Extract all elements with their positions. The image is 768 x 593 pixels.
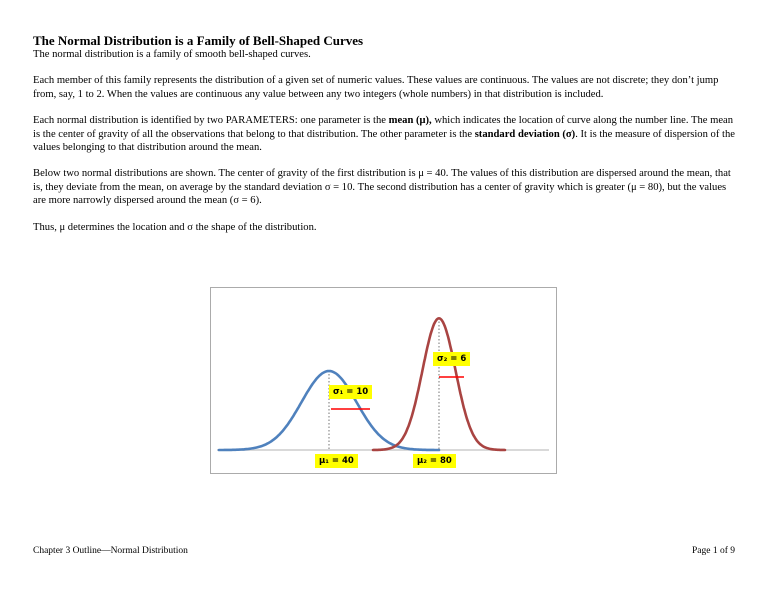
sigma-label-distribution-2: σ₂ = 6 xyxy=(433,352,470,366)
mean-term-bold: mean (μ), xyxy=(388,115,432,127)
distribution-figure xyxy=(210,287,557,474)
sigma-label-distribution-1: σ₁ = 10 xyxy=(329,385,372,399)
mu-label-distribution-2: μ₂ = 80 xyxy=(413,454,456,468)
paragraph-parameters-part3: . It is the measure of dispersion of the values belonging to that distribution around the mean. xyxy=(33,128,735,154)
paragraph-parameters-part2: which indicates the location of curve along the number line. The mean is the center of gravity of all the observations that belong to that distribution. The other parameter is the xyxy=(33,115,734,140)
footer-page-number: Page 1 of 9 xyxy=(691,546,735,556)
paragraph-example: Below two normal distributions are shown. The center of gravity of the first distribution is μ = 40. The values of this distribution are dispersed around the mean, that is, they deviate from the mean, on average by the standard deviation σ = 10. The second distribution has a center of gravity which is greater (μ = 80), but the values are more narrowly dispersed around the mean (σ = 6). xyxy=(33,168,731,207)
standard-deviation-term-bold: standard deviation (σ) xyxy=(474,128,576,140)
mu-label-distribution-1: μ₁ = 40 xyxy=(315,454,358,468)
footer-chapter-label: Chapter 3 Outline—Normal Distribution xyxy=(33,546,188,556)
subtitle: The normal distribution is a family of smooth bell-shaped curves. xyxy=(33,49,311,60)
distribution-chart-svg xyxy=(211,288,555,472)
paragraph-parameters xyxy=(33,114,737,154)
paragraph-conclusion: Thus, μ determines the location and σ the shape of the distribution. xyxy=(33,221,317,233)
paragraph-parameters-part1: Each normal distribution is identified by two PARAMETERS: one parameter is the xyxy=(33,115,389,127)
page-title: The Normal Distribution is a Family of Bell-Shaped Curves xyxy=(33,33,364,48)
document-body xyxy=(33,33,737,234)
paragraph-family: Each member of this family represents the distribution of a given set of numeric values. These values are continuous. The values are not discrete; they don’t jump from, say, 1 to 2. When the values are continuous any value between any two integers (whole numbers) in that distribution is included. xyxy=(33,75,719,100)
